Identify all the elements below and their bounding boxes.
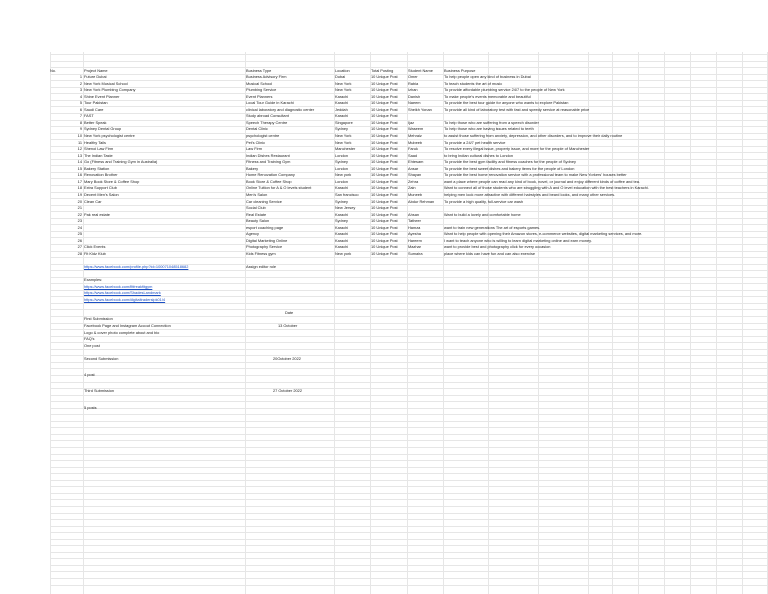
- row-number: 22: [77, 211, 82, 217]
- location-cell: New York: [335, 87, 352, 93]
- business-type-cell: Home Renovation Company: [246, 172, 295, 178]
- first-submission-item: FAQ's: [84, 336, 95, 342]
- example-link[interactable]: https://www.facebook.com/digitaltraderslpk01/4: [84, 296, 166, 302]
- project-name-cell: Better Speak: [84, 119, 107, 125]
- row-number: 8: [79, 119, 82, 125]
- project-name-cell: The Indian Taste: [84, 152, 113, 158]
- total-posting-cell: 10 Unique Post: [371, 80, 398, 86]
- grid-row-line: [50, 362, 768, 363]
- total-posting-cell: 10 Unique Post: [371, 100, 398, 106]
- header-no: No.: [50, 67, 57, 73]
- business-purpose-cell: To provide the best gym facility and fitness coaches for the people of Sydney: [444, 159, 576, 165]
- header-student-name: Student Name: [408, 67, 433, 73]
- location-cell: Sydney: [335, 198, 348, 204]
- grid-row-line: [50, 467, 768, 468]
- grid-row-line: [50, 382, 768, 383]
- business-purpose-cell: To provide the best sweet dishes and bakery items for the people of London: [444, 165, 575, 171]
- business-purpose-cell: To provide the best home renovation service with a professional team to make New Yorkers' houses better: [444, 172, 627, 178]
- student-name-cell: Zain: [408, 185, 416, 191]
- location-cell: Karachi: [335, 231, 349, 237]
- grid-row-line: [50, 513, 768, 514]
- business-type-cell: psychologist centre: [246, 133, 280, 138]
- second-submission-label: Second Submission: [84, 355, 119, 361]
- grid-row-line: [50, 539, 768, 540]
- business-type-cell: Car cleaning Service: [246, 198, 282, 204]
- grid-row-line: [50, 205, 768, 206]
- business-type-cell: Men's Salon: [246, 191, 268, 197]
- grid-row-line: [50, 303, 768, 304]
- business-purpose-cell: want to train new generations The art of esports games.: [444, 224, 541, 230]
- total-posting-cell: 10 Unique Post: [371, 172, 398, 178]
- location-cell: San francisco: [335, 191, 359, 197]
- project-name-cell: Fit Kidz Klub: [84, 250, 106, 256]
- project-name-cell: Future Dubai: [84, 74, 107, 80]
- student-name-cell: Shayan: [408, 172, 422, 178]
- row-number: 11: [77, 139, 82, 145]
- total-posting-cell: 10 Unique Post: [371, 87, 398, 93]
- row-number: 7: [79, 113, 82, 119]
- location-cell: New York: [335, 133, 352, 138]
- second-submission-posts: 4 post: [84, 372, 95, 378]
- grid-row-line: [50, 54, 768, 55]
- location-cell: Karachi: [335, 185, 349, 191]
- student-name-cell: Ahsan: [408, 211, 420, 217]
- row-number: 24: [77, 224, 82, 230]
- business-type-cell: Business Advisory Firm: [246, 74, 287, 80]
- total-posting-cell: 10 Unique Post: [371, 178, 398, 184]
- student-name-cell: Mazhar: [408, 244, 421, 250]
- business-type-cell: Real Estate: [246, 211, 267, 217]
- business-purpose-cell: to assist those suffering from anxiety, depression, and other disorders, and to improve their daily routine: [444, 133, 623, 138]
- grid-row-line: [50, 283, 768, 284]
- grid-row-line: [50, 545, 768, 546]
- total-posting-cell: 10 Unique Post: [371, 119, 398, 125]
- grid-row-line: [50, 309, 768, 310]
- grid-row-line: [50, 408, 768, 409]
- grid-row-line: [50, 473, 768, 474]
- project-name-cell: Renovation Brother: [84, 172, 118, 178]
- business-type-cell: Bakery: [246, 165, 259, 171]
- student-name-cell: Mubeeb: [408, 139, 423, 145]
- student-name-cell: Saad: [408, 152, 418, 158]
- row-number: 25: [77, 231, 82, 237]
- date-header: Date: [285, 309, 294, 315]
- business-type-cell: Dental Clinic: [246, 126, 268, 132]
- student-name-cell: Sumaira: [408, 250, 423, 256]
- grid-row-line: [50, 499, 768, 500]
- location-cell: Karachi: [335, 100, 349, 106]
- business-purpose-cell: To help those who are suffering from a speech disorder: [444, 119, 539, 125]
- row-number: 28: [77, 250, 82, 256]
- grid-row-line: [50, 316, 768, 317]
- location-cell: Manchester: [335, 146, 356, 152]
- grid-row-line: [50, 277, 768, 278]
- grid-row-line: [50, 375, 768, 376]
- row-number: 1: [79, 74, 82, 80]
- business-type-cell: Speech Therapy Centre: [246, 119, 288, 125]
- row-number: 16: [77, 172, 82, 178]
- business-purpose-cell: helping men look more attractive with different hairstyles and beard looks, and many other services.: [444, 191, 616, 197]
- business-type-cell: Study abroad Consultant: [246, 113, 289, 119]
- student-name-cell: Tatheer: [408, 218, 421, 224]
- total-posting-cell: 10 Unique Post: [371, 224, 398, 230]
- business-type-cell: Photography Service: [246, 244, 283, 250]
- total-posting-cell: 10 Unique Post: [371, 237, 398, 243]
- location-cell: Karachi: [335, 93, 349, 99]
- row-number: 27: [77, 244, 82, 250]
- location-cell: London: [335, 178, 348, 184]
- total-posting-cell: 10 Unique Post: [371, 231, 398, 237]
- second-submission-date: 20October 2022: [273, 355, 301, 361]
- row-number: 19: [77, 191, 82, 197]
- business-purpose-cell: place where kids can have fun and can also exercise: [444, 250, 536, 256]
- project-name-cell: New York psychologist centre: [84, 133, 135, 138]
- business-type-cell: Plumbing Service: [246, 87, 277, 93]
- grid-row-line: [50, 532, 768, 533]
- first-submission-item: Logo & cover photo complete about and bio: [84, 329, 160, 335]
- header-total-posting: Total Posting: [371, 67, 394, 73]
- total-posting-cell: 10 Unique Post: [371, 146, 398, 152]
- grid-row-line: [50, 519, 768, 520]
- total-posting-cell: 10 Unique Post: [371, 250, 398, 256]
- grid-row-line: [50, 395, 768, 396]
- grid-row-line: [50, 493, 768, 494]
- row-number: 20: [77, 198, 82, 204]
- total-posting-cell: 10 Unique Post: [371, 139, 398, 145]
- third-submission-posts: 5 posts: [84, 404, 97, 410]
- student-name-cell: Hamza: [408, 224, 421, 230]
- total-posting-cell: 10 Unique Post: [371, 185, 398, 191]
- project-name-cell: Shine Event Planner: [84, 93, 120, 99]
- grid-row-line: [50, 460, 768, 461]
- business-purpose-cell: Want to help people with opening their Amazon stores, e-commerce websites, digital marketing services, and more.: [444, 231, 643, 237]
- business-type-cell: Digital Marketing Online: [246, 237, 288, 243]
- location-cell: Sydney: [335, 159, 348, 165]
- business-type-cell: Law Firm: [246, 146, 262, 152]
- location-cell: New York: [335, 139, 352, 145]
- profile-link[interactable]: https://www.facebook.com/profile.php?id=100071048518682: [84, 264, 189, 269]
- row-number: 21: [77, 205, 82, 211]
- location-cell: New Jersey: [335, 205, 356, 211]
- grid-row-line: [50, 558, 768, 559]
- header-location: Location: [335, 67, 350, 73]
- grid-row-line: [50, 486, 768, 487]
- location-cell: London: [335, 152, 348, 158]
- grid-row-line: [50, 414, 768, 415]
- grid-row-line: [50, 113, 768, 114]
- student-name-cell: Faruk: [408, 146, 418, 152]
- row-number: 2: [79, 80, 82, 86]
- project-name-cell: FAST: [84, 113, 94, 119]
- business-type-cell: clinical laboratory and diagnostic center: [246, 106, 315, 112]
- total-posting-cell: 10 Unique Post: [371, 244, 398, 250]
- total-posting-cell: 10 Unique Post: [371, 198, 398, 204]
- location-cell: Karachi: [335, 237, 349, 243]
- grid-row-line: [50, 585, 768, 586]
- assign-note: Assign editor role: [246, 264, 277, 269]
- grid-row-line: [50, 480, 768, 481]
- project-name-cell: Go (Fitness and Training Gym in Australia): [84, 159, 158, 165]
- header-business-type: Business Type: [246, 67, 272, 73]
- grid-row-line: [50, 434, 768, 435]
- location-cell: Singapore: [335, 119, 353, 125]
- student-name-cell: Ehtesam: [408, 159, 424, 165]
- location-cell: Sydney: [335, 126, 348, 132]
- location-cell: Dubai: [335, 74, 346, 80]
- student-name-cell: Rabia: [408, 80, 419, 86]
- student-name-cell: Zehra: [408, 178, 419, 184]
- grid-row-line: [50, 257, 768, 258]
- location-cell: Sydney: [335, 218, 348, 224]
- business-purpose-cell: Want to build a lovely and comfortable home: [444, 211, 521, 217]
- row-number: 10: [77, 133, 82, 138]
- student-name-cell: Mehraiz: [408, 133, 422, 138]
- first-submission-item: One post: [84, 342, 100, 348]
- project-name-cell: Tour Pakistan: [84, 100, 108, 106]
- total-posting-cell: 10 Unique Post: [371, 191, 398, 197]
- grid-row-line: [50, 349, 768, 350]
- location-cell: Karachi: [335, 224, 349, 230]
- business-type-cell: Musical School: [246, 80, 273, 86]
- row-number: 14: [77, 159, 82, 165]
- location-cell: London: [335, 165, 348, 171]
- third-submission-date: 27 October 2022: [273, 388, 302, 394]
- business-purpose-cell: want a place where people can read any kind of book, novel, or journal and enjoy different kinds of coffee and tea.: [444, 178, 641, 184]
- total-posting-cell: 10 Unique Post: [371, 133, 398, 138]
- business-purpose-cell: want to provide best and photography click for every occasion: [444, 244, 551, 250]
- project-name-cell: Saudi Care: [84, 106, 104, 112]
- grid-row-line: [50, 270, 768, 271]
- total-posting-cell: 10 Unique Post: [371, 165, 398, 171]
- project-name-cell: Clean Car: [84, 198, 102, 204]
- business-type-cell: Event Planners: [246, 93, 273, 99]
- business-type-cell: Local Tour Guide in Karachi: [246, 100, 294, 106]
- row-number: 17: [77, 178, 82, 184]
- student-name-cell: Danish: [408, 93, 421, 99]
- spreadsheet-grid: [50, 52, 768, 594]
- business-purpose-cell: To teach students the art of music: [444, 80, 503, 86]
- total-posting-cell: 10 Unique Post: [371, 205, 398, 211]
- project-name-cell: Extra Support Club: [84, 185, 117, 191]
- project-name-cell: Shenoi Law Firm: [84, 146, 114, 152]
- business-type-cell: Beauty Salon: [246, 218, 270, 224]
- business-purpose-cell: To make people's events memorable and beautiful: [444, 93, 531, 99]
- total-posting-cell: 10 Unique Post: [371, 74, 398, 80]
- project-name-cell: Decent Men's Salon: [84, 191, 119, 197]
- total-posting-cell: 10 Unique Post: [371, 218, 398, 224]
- business-purpose-cell: I want to teach anyone who is willing to learn digital marketing online and earn money.: [444, 237, 592, 243]
- row-number: 5: [79, 100, 82, 106]
- business-purpose-cell: Want to connect all of those students who are struggling with A and O level education with the best teachers in Karachi.: [444, 185, 649, 191]
- row-number: 12: [77, 146, 82, 152]
- location-cell: Karachi: [335, 113, 349, 119]
- examples-label: Examples:: [84, 277, 103, 283]
- grid-row-line: [50, 427, 768, 428]
- location-cell: Karachi: [335, 211, 349, 217]
- business-type-cell: Online Tuition for A & O levels student: [246, 185, 312, 191]
- first-submission-item: Facebook Page and Instagram Accout Connection: [84, 322, 171, 328]
- grid-row-line: [50, 401, 768, 402]
- row-number: 4: [79, 93, 82, 99]
- example-link[interactable]: https://www.facebook.com/ShadesLandmark: [84, 290, 161, 296]
- project-name-cell: Bakery Station: [84, 165, 110, 171]
- row-number: 23: [77, 218, 82, 224]
- row-number: 3: [79, 87, 82, 93]
- row-number: 15: [77, 165, 82, 171]
- business-purpose-cell: To provide affordable plumbing service 24/7 to the people of New York: [444, 87, 565, 93]
- business-purpose-cell: To resolve every illegal issue, property issue, and more for the people of Manchester: [444, 146, 590, 152]
- student-name-cell: Ayesha: [408, 231, 421, 237]
- business-purpose-cell: To help people open any kind of business in Dubai: [444, 74, 531, 80]
- first-submission-label: First Submission: [84, 316, 113, 322]
- grid-row-line: [50, 342, 768, 343]
- project-name-cell: Click Events: [84, 244, 106, 250]
- grid-row-line: [50, 336, 768, 337]
- grid-row-line: [50, 565, 768, 566]
- grid-row-line: [50, 61, 768, 62]
- grid-row-line: [50, 440, 768, 441]
- total-posting-cell: 10 Unique Post: [371, 211, 398, 217]
- location-cell: New york: [335, 172, 352, 178]
- business-purpose-cell: To provide a 24/7 pet health service: [444, 139, 506, 145]
- row-number: 18: [77, 185, 82, 191]
- business-purpose-cell: To provide the best tour guide for anyone who wants to explore Pakistan: [444, 100, 569, 106]
- project-name-cell: New York Musical School: [84, 80, 128, 86]
- business-type-cell: Book Store & Coffee Shop: [246, 178, 292, 184]
- student-name-cell: Sheikh Yonan: [408, 106, 432, 112]
- business-type-cell: esport coaching page: [246, 224, 284, 230]
- grid-row-line: [50, 355, 768, 356]
- business-type-cell: Kids Fitness gym: [246, 250, 276, 256]
- total-posting-cell: 10 Unique Post: [371, 106, 398, 112]
- business-type-cell: Fitness and Training Gym: [246, 159, 291, 165]
- grid-row-line: [50, 447, 768, 448]
- project-name-cell: Mary Book Store & Coffee Shop: [84, 178, 140, 184]
- header-business-purpose: Business Purpose: [444, 67, 476, 73]
- header-project-name: Project Name: [84, 67, 108, 73]
- total-posting-cell: 10 Unique Post: [371, 126, 398, 132]
- location-cell: Karachi: [335, 244, 349, 250]
- business-purpose-cell: To help those who are having issues related to teeth: [444, 126, 534, 132]
- grid-row-line: [50, 571, 768, 572]
- grid-row-line: [50, 506, 768, 507]
- grid-row-line: [50, 368, 768, 369]
- location-cell: Jeddah: [335, 106, 348, 112]
- total-posting-cell: 10 Unique Post: [371, 93, 398, 99]
- grid-row-line: [50, 578, 768, 579]
- business-type-cell: Agency: [246, 231, 259, 237]
- row-number: 13: [77, 152, 82, 158]
- student-name-cell: Ansar: [408, 165, 419, 171]
- student-name-cell: Abdur Rehman: [408, 198, 435, 204]
- location-cell: New york: [335, 250, 352, 256]
- project-name-cell: New York Plumbing Company: [84, 87, 136, 93]
- business-type-cell: Pet's Clinic: [246, 139, 266, 145]
- business-type-cell: Social Club: [246, 205, 266, 211]
- student-name-cell: Muneeb: [408, 191, 423, 197]
- student-name-cell: Waseem: [408, 126, 424, 132]
- row-number: 6: [79, 106, 82, 112]
- student-name-cell: Hareem: [408, 237, 422, 243]
- example-link[interactable]: https://www.facebook.com/fitfreakfitgym: [84, 283, 153, 289]
- grid-row-line: [50, 552, 768, 553]
- grid-row-line: [50, 526, 768, 527]
- business-purpose-cell: To provide all kind of laboratory test with fast and speedy service at reasonable price: [444, 106, 590, 112]
- total-posting-cell: 10 Unique Post: [371, 159, 398, 165]
- business-purpose-cell: To provide a high quality, full-service car wash: [444, 198, 524, 204]
- project-name-cell: Sydney Dental Group: [84, 126, 122, 132]
- row-number: 9: [79, 126, 82, 132]
- business-type-cell: Indian Dishes Restaurant: [246, 152, 290, 158]
- row-number: 26: [77, 237, 82, 243]
- project-name-cell: Healthy Tails: [84, 139, 106, 145]
- location-cell: New York: [335, 80, 352, 86]
- student-name-cell: Omer: [408, 74, 418, 80]
- grid-row-line: [50, 388, 768, 389]
- business-purpose-cell: to bring Indian cultural dishes to London: [444, 152, 513, 158]
- total-posting-cell: 10 Unique Post: [371, 113, 398, 119]
- student-name-cell: Naeem: [408, 100, 421, 106]
- project-name-cell: Pak real estate: [84, 211, 110, 217]
- student-name-cell: Izhan: [408, 87, 418, 93]
- first-submission-date: 13 October: [278, 322, 298, 328]
- third-submission-label: Third Submission: [84, 388, 115, 394]
- grid-row-line: [50, 454, 768, 455]
- total-posting-cell: 10 Unique Post: [371, 152, 398, 158]
- grid-row-line: [50, 421, 768, 422]
- student-name-cell: Ijaz: [408, 119, 415, 125]
